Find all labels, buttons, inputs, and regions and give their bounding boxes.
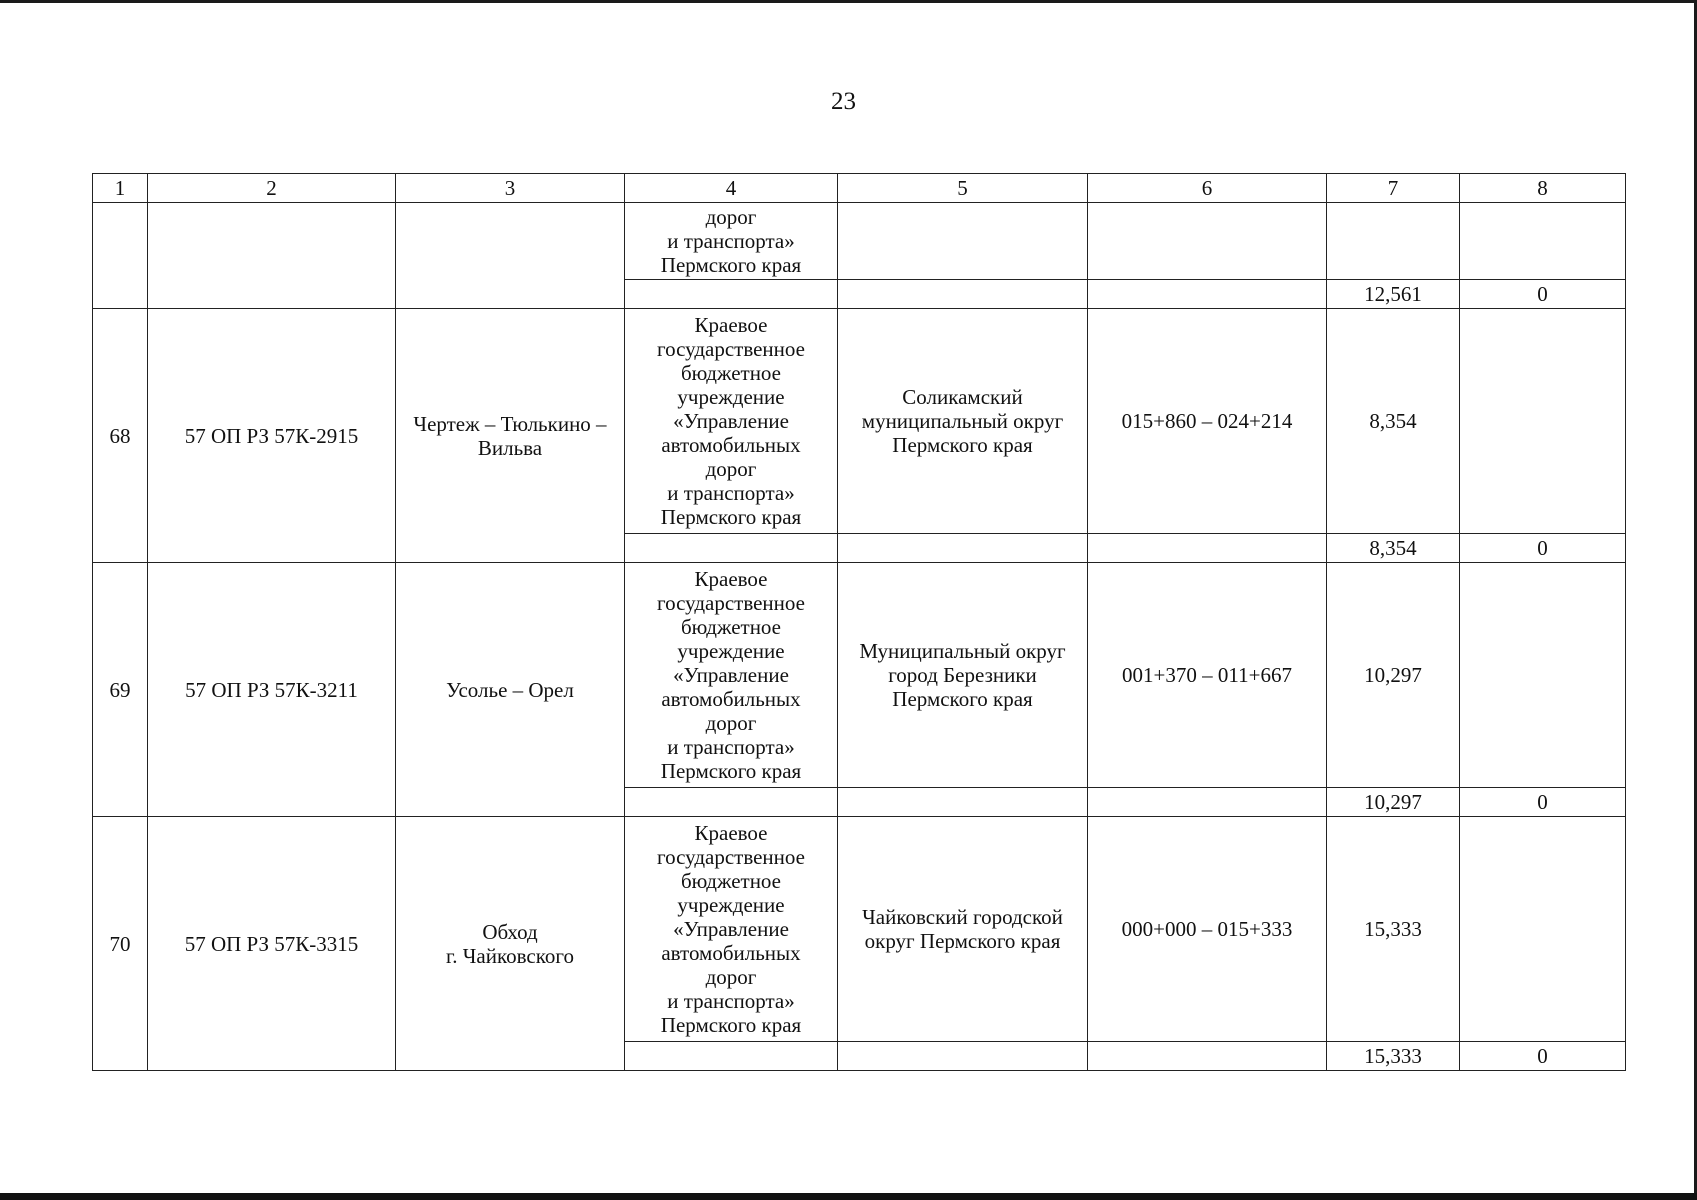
- cell-length: 10,297: [1327, 563, 1460, 788]
- scan-edge-bottom: [0, 1193, 1697, 1200]
- cell-empty: [838, 788, 1088, 817]
- column-header: 6: [1088, 174, 1327, 203]
- cell-total-length: 8,354: [1327, 534, 1460, 563]
- cell-empty: [93, 203, 148, 309]
- column-header: 5: [838, 174, 1088, 203]
- table-header-row: [93, 174, 1626, 203]
- column-header: 2: [148, 174, 396, 203]
- cell-owner: Краевое государственное бюджетное учреждение «Управление автомобильных дорог и транспорта» Пермского края: [625, 309, 838, 534]
- cell-number: 68: [93, 309, 148, 563]
- page-number: 23: [831, 88, 856, 115]
- cell-road-code: 57 ОП РЗ 57К-3211: [148, 563, 396, 817]
- column-header: 4: [625, 174, 838, 203]
- cell-empty: [396, 203, 625, 309]
- cell-municipality: Чайковский городской округ Пермского края: [838, 817, 1088, 1042]
- cell-municipality: Соликамский муниципальный округ Пермского края: [838, 309, 1088, 534]
- cell-total-length: 10,297: [1327, 788, 1460, 817]
- cell-road-name: Чертеж – Тюлькино – Вильва: [396, 309, 625, 563]
- cell-empty: [1088, 203, 1327, 280]
- cell-total-col8: 0: [1460, 788, 1626, 817]
- scan-edge-top: [0, 0, 1697, 3]
- cell-empty: [838, 203, 1088, 280]
- roads-table: [92, 173, 1626, 1071]
- cell-empty: [1088, 534, 1327, 563]
- cell-total-col8: 0: [1460, 1042, 1626, 1071]
- cell-road-code: 57 ОП РЗ 57К-2915: [148, 309, 396, 563]
- cell-road-name: Обход г. Чайковского: [396, 817, 625, 1071]
- cell-empty: [1460, 817, 1626, 1042]
- cell-section: 015+860 – 024+214: [1088, 309, 1327, 534]
- cell-empty: [625, 534, 838, 563]
- cell-empty: [1460, 203, 1626, 280]
- column-header: 8: [1460, 174, 1626, 203]
- table-row: [93, 563, 1626, 788]
- cell-empty: [148, 203, 396, 309]
- cell-length: 8,354: [1327, 309, 1460, 534]
- cell-municipality: Муниципальный округ город Березники Пермского края: [838, 563, 1088, 788]
- column-header: 3: [396, 174, 625, 203]
- table-row: [93, 817, 1626, 1042]
- cell-empty: [625, 280, 838, 309]
- table-row-continuation: [93, 203, 1626, 280]
- cell-owner-continued: дорог и транспорта» Пермского края: [625, 203, 838, 280]
- cell-total-length: 12,561: [1327, 280, 1460, 309]
- cell-number: 69: [93, 563, 148, 817]
- cell-section: 001+370 – 011+667: [1088, 563, 1327, 788]
- cell-road-name: Усолье – Орел: [396, 563, 625, 817]
- cell-owner: Краевое государственное бюджетное учреждение «Управление автомобильных дорог и транспорта» Пермского края: [625, 817, 838, 1042]
- cell-empty: [625, 788, 838, 817]
- cell-total-col8: 0: [1460, 280, 1626, 309]
- cell-section: 000+000 – 015+333: [1088, 817, 1327, 1042]
- cell-length: 15,333: [1327, 817, 1460, 1042]
- cell-total-length: 15,333: [1327, 1042, 1460, 1071]
- cell-total-col8: 0: [1460, 534, 1626, 563]
- cell-owner: Краевое государственное бюджетное учреждение «Управление автомобильных дорог и транспорта» Пермского края: [625, 563, 838, 788]
- cell-empty: [1088, 788, 1327, 817]
- column-header: 1: [93, 174, 148, 203]
- cell-empty: [838, 1042, 1088, 1071]
- column-header: 7: [1327, 174, 1460, 203]
- cell-empty: [1460, 563, 1626, 788]
- cell-empty: [1088, 280, 1327, 309]
- table-row: [93, 309, 1626, 534]
- cell-road-code: 57 ОП РЗ 57К-3315: [148, 817, 396, 1071]
- cell-empty: [838, 534, 1088, 563]
- cell-empty: [1460, 309, 1626, 534]
- cell-number: 70: [93, 817, 148, 1071]
- cell-empty: [838, 280, 1088, 309]
- cell-empty: [1327, 203, 1460, 280]
- cell-empty: [1088, 1042, 1327, 1071]
- cell-empty: [625, 1042, 838, 1071]
